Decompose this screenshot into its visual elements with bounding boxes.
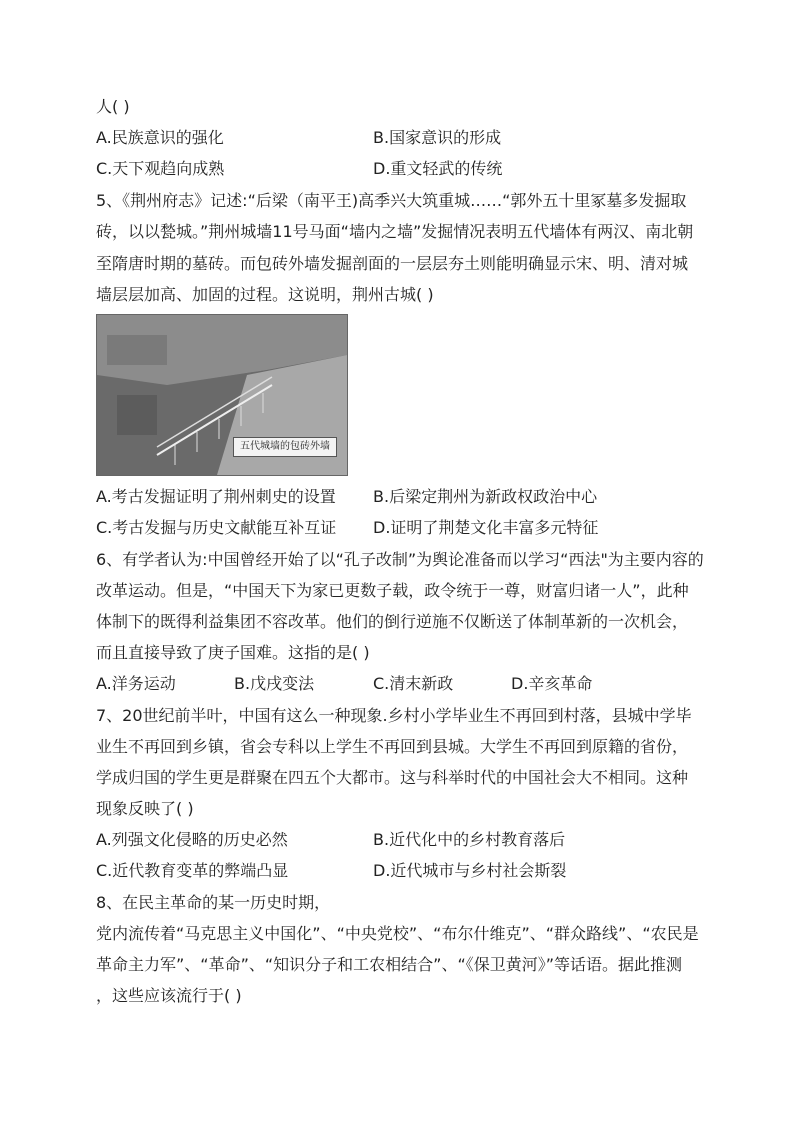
q7-option-b: B.近代化中的乡村教育落后 bbox=[373, 830, 566, 849]
q4-option-d: D.重文轻武的传统 bbox=[373, 159, 503, 178]
q5-stem-line-3: 至隋唐时期的墓砖。而包砖外墙发掘剖面的一层层夯土则能明确显示宋、明、清对城 bbox=[96, 254, 689, 273]
q6-stem-line-4: 而且直接导致了庚子国难。这指的是( ) bbox=[96, 643, 370, 662]
photo-caption: 五代城墙的包砖外墙 bbox=[233, 437, 337, 457]
q7-option-d: D.近代城市与乡村社会斯裂 bbox=[373, 861, 567, 880]
q4-option-b: B.国家意识的形成 bbox=[373, 128, 502, 147]
q6-stem-line-1: 6、有学者认为:中国曾经开始了以“孔子改制”为舆论准备而以学习“西法"为主要内容的 bbox=[96, 550, 704, 569]
q5-stem-line-4: 墙层层加高、加固的过程。这说明，荆州古城( ) bbox=[96, 285, 434, 304]
q4-option-a: A.民族意识的强化 bbox=[96, 128, 224, 147]
q5-option-b: B.后梁定荆州为新政权政治中心 bbox=[373, 487, 598, 506]
q6-stem-line-3: 体制下的既得利益集团不容改革。他们的倒行逆施不仅断送了体制革新的一次机会， bbox=[96, 612, 689, 631]
q5-stem-line-1: 5、《荆州府志》记述:“后梁（南平王)高季兴大筑重城……“郭外五十里冢墓多发掘取 bbox=[96, 191, 687, 210]
q6-option-c: C.清末新政 bbox=[373, 674, 454, 693]
q7-stem-line-2: 业生不再回到乡镇，省会专科以上学生不再回到县城。大学生不再回到原籍的省份， bbox=[96, 737, 689, 756]
q7-option-c: C.近代教育变革的弊端凸显 bbox=[96, 861, 289, 880]
q4-stem-end: 人( ) bbox=[96, 97, 130, 116]
q5-stem-line-2: 砖，以以甃城。”荆州城墙11号马面“墙内之墙”发掘情况表明五代墙体有两汉、南北朝 bbox=[96, 222, 694, 241]
q8-stem-line-4: ，这些应该流行于( ) bbox=[96, 986, 242, 1005]
q6-option-a: A.洋务运动 bbox=[96, 674, 176, 693]
q8-stem-line-3: 革命主力军”、“革命”、“知识分子和工农相结合”、“《保卫黄河》”等话语。据此推测 bbox=[96, 955, 683, 974]
q5-option-d: D.证明了荆楚文化丰富多元特征 bbox=[373, 518, 599, 537]
q7-option-a: A.列强文化侵略的历史必然 bbox=[96, 830, 288, 849]
q4-option-c: C.天下观趋向成熟 bbox=[96, 159, 225, 178]
q5-option-c: C.考古发掘与历史文献能互补互证 bbox=[96, 518, 337, 537]
q6-stem-line-2: 改革运动。但是，“中国天下为家已更数子载，政令统于一尊，财富归诸一人”，此种 bbox=[96, 581, 689, 600]
q5-option-a: A.考古发掘证明了荆州刺史的设置 bbox=[96, 487, 336, 506]
q6-option-b: B.戊戌变法 bbox=[234, 674, 315, 693]
q8-stem-line-2: 党内流传着“马克思主义中国化”、“中央党校”、“布尔什维克”、“群众路线”、“农民是 bbox=[96, 924, 699, 943]
q7-stem-line-3: 学成归国的学生更是群聚在四五个大都市。这与科举时代的中国社会大不相同。这种 bbox=[96, 768, 689, 787]
q7-stem-line-4: 现象反映了( ) bbox=[96, 799, 194, 818]
q6-option-d: D.辛亥革命 bbox=[511, 674, 593, 693]
city-wall-photo bbox=[96, 314, 348, 476]
q7-stem-line-1: 7、20世纪前半叶，中国有这么一种现象.乡村小学毕业生不再回到村落，县城中学毕 bbox=[96, 706, 692, 725]
q8-stem-line-1: 8、在民主革命的某一历史时期， bbox=[96, 893, 331, 912]
